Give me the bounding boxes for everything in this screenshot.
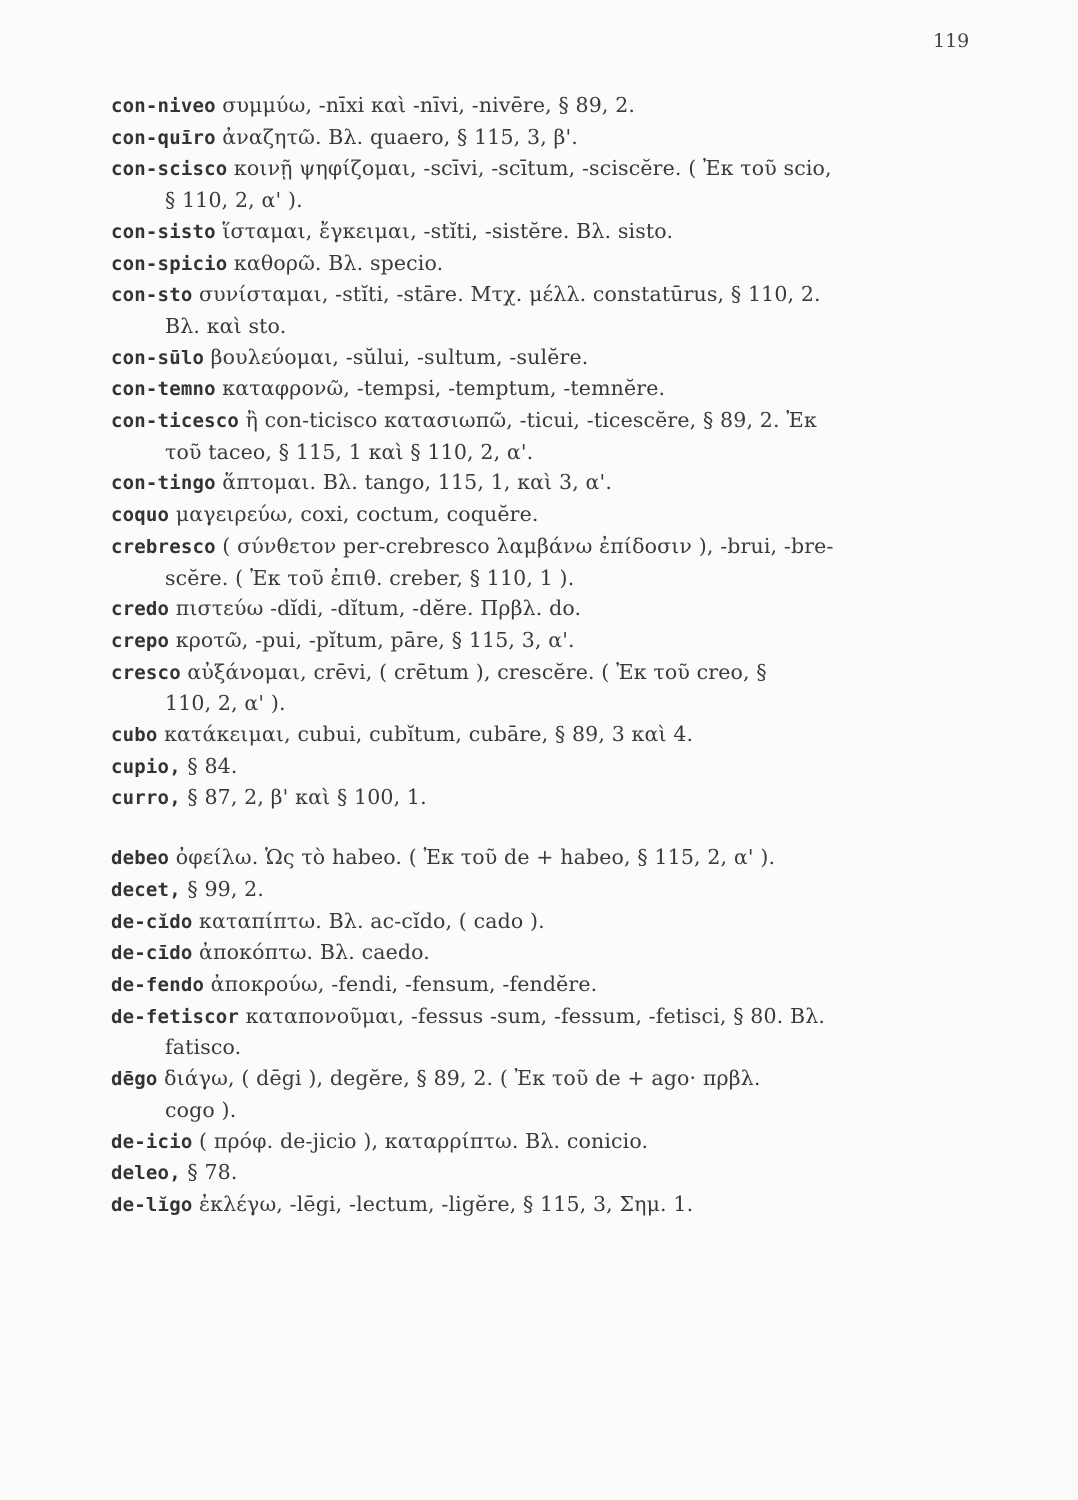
dictionary-entry [111, 719, 1001, 751]
dictionary-entry [111, 937, 1001, 969]
entry-text: κοινῇ ψηφίζομαι, -scīvi, -scītum, -sciscĕre. ( Ἐκ τοῦ scio, [233, 156, 832, 181]
entry-headword: crepo [111, 629, 170, 652]
entries-section-c [111, 90, 1001, 814]
entry-headword: de-cīdo [111, 942, 193, 965]
entry-headword: con-scisco [111, 158, 228, 181]
dictionary-entry [111, 153, 1001, 215]
entry-headword: con-tingo [111, 472, 216, 495]
entry-text: καταφρονῶ, -tempsi, -temptum, -temnĕre. [222, 376, 666, 401]
entry-text: διάγω, ( dēgi ), degĕre, § 89, 2. ( Ἐκ τοῦ de + ago· πρβλ. [164, 1066, 761, 1091]
dictionary-entry [111, 248, 1001, 280]
entry-text: ἅπτομαι. Βλ. tango, 115, 1, καὶ 3, α'. [222, 470, 613, 495]
entry-text: αὐξάνομαι, crēvi, ( crētum ), crescĕre. ( Ἐκ τοῦ creo, § [187, 659, 767, 684]
entry-text: συμμύω, -nīxi καὶ -nīvi, -nivēre, § 89, 2. [222, 93, 636, 117]
entry-text: ( πρόφ. de-jicio ), καταρρίπτω. Βλ. conicio. [199, 1128, 649, 1153]
dictionary-entry [111, 1001, 1001, 1063]
dictionary-entry [111, 1126, 1001, 1158]
entry-text: συνίσταμαι, -stĭti, -stāre. Μτχ. μέλλ. constatūrus, § 110, 2. [199, 282, 821, 307]
entry-headword: cubo [111, 724, 158, 747]
entry-text: ἀναζητῶ. Βλ. quaero, § 115, 3, β'. [222, 124, 578, 149]
entry-headword: de-fendo [111, 973, 205, 996]
entry-headword: de-cĭdo [111, 910, 193, 933]
entry-text: ἵσταμαι, ἔγκειμαι, -stĭti, -sistĕre. Βλ. sisto. [222, 218, 674, 243]
dictionary-entry [111, 405, 1001, 467]
entry-headword: de-lĭgo [111, 1193, 193, 1216]
dictionary-entry [111, 216, 1001, 248]
entry-headword: dēgo [111, 1068, 158, 1091]
entry-text: κροτῶ, -pui, -pĭtum, pāre, § 115, 3, α'. [175, 627, 575, 652]
entry-headword: de-icio [111, 1130, 193, 1153]
entry-headword: crebresco [111, 535, 216, 558]
entry-text: ἀποκόπτω. Βλ. caedo. [199, 940, 430, 965]
entry-text: κατάκειμαι, cubui, cubĭtum, cubāre, § 89, 3 καὶ 4. [164, 722, 694, 747]
entry-headword: con-temno [111, 378, 216, 401]
dictionary-entry [111, 499, 1001, 531]
dictionary-entry [111, 593, 1001, 625]
entry-headword: con-sto [111, 284, 193, 307]
entry-headword: con-sūlo [111, 346, 205, 369]
entry-text: ( σύνθετον per-crebresco λαμβάνω ἐπίδοσιν ), -brui, -bre- [222, 533, 834, 558]
entry-text: § 110, 2, α' ). [165, 188, 303, 213]
dictionary-entry [111, 531, 1001, 593]
entry-text: βουλεύομαι, -sŭlui, -sultum, -sulĕre. [210, 344, 589, 369]
entry-headword: cresco [111, 661, 181, 684]
entry-text: fatisco. [165, 1035, 242, 1060]
entry-text: τοῦ taceo, § 115, 1 καὶ § 110, 2, α'. [165, 439, 534, 464]
dictionary-entry [111, 373, 1001, 405]
entry-headword: curro, [111, 787, 181, 810]
entries-section-d [111, 842, 1001, 1220]
entry-text: ἢ con-ticisco κατασιωπῶ, -ticui, -ticescĕre, § 89, 2. Ἐκ [245, 408, 817, 433]
entry-text: § 78. [187, 1160, 238, 1185]
entry-text: ἀποκρούω, -fendi, -fensum, -fendĕre. [210, 971, 598, 996]
dictionary-entry [111, 874, 1001, 906]
entry-text: πιστεύω -dĭdi, -dĭtum, -dĕre. Πρβλ. do. [175, 596, 582, 621]
dictionary-entry [111, 90, 1001, 122]
entry-headword: cupio, [111, 755, 181, 778]
entry-text: scĕre. ( Ἐκ τοῦ ἐπιθ. creber, § 110, 1 ). [165, 565, 575, 590]
dictionary-entry [111, 279, 1001, 341]
entry-text: cogo ). [165, 1097, 237, 1122]
entry-text: καταπονοῦμαι, -fessus -sum, -fessum, -fetisci, § 80. Βλ. [245, 1003, 826, 1028]
dictionary-entry [111, 969, 1001, 1001]
entry-headword: con-quīro [111, 126, 216, 149]
entry-text: § 87, 2, β' καὶ § 100, 1. [187, 785, 427, 810]
entry-text: καταπίπτω. Βλ. ac-cĭdo, ( cado ). [199, 908, 545, 933]
dictionary-entry [111, 782, 1001, 814]
entry-headword: con-niveo [111, 95, 216, 117]
entry-text: μαγειρεύω, coxi, coctum, coquĕre. [175, 502, 539, 527]
entry-text: 110, 2, α' ). [165, 691, 286, 716]
dictionary-entry [111, 751, 1001, 783]
entry-text: § 84. [187, 753, 238, 778]
dictionary-entry [111, 625, 1001, 657]
entry-headword: deleo, [111, 1162, 181, 1185]
entry-headword: con-spicio [111, 252, 228, 275]
dictionary-entry [111, 1189, 1001, 1221]
dictionary-entry [111, 122, 1001, 154]
entry-text: καθορῶ. Βλ. specio. [233, 250, 444, 275]
entry-text: ὀφείλω. Ὡς τὸ habeo. ( Ἐκ τοῦ de + habeo, § 115, 2, α' ). [175, 845, 776, 870]
page-number: 119 [933, 30, 970, 52]
dictionary-entry [111, 657, 1001, 719]
dictionary-entry [111, 467, 1001, 499]
dictionary-entry [111, 906, 1001, 938]
dictionary-entry [111, 842, 1001, 874]
entry-headword: coquo [111, 504, 170, 527]
entry-text: ἐκλέγω, -lēgi, -lectum, -ligĕre, § 115, 3, Σημ. 1. [199, 1191, 694, 1216]
entry-headword: con-sisto [111, 220, 216, 243]
entry-headword: credo [111, 598, 170, 621]
entry-headword: debeo [111, 847, 170, 870]
dictionary-entry [111, 1063, 1001, 1125]
entry-text: Βλ. καὶ sto. [165, 313, 287, 338]
entry-headword: de-fetiscor [111, 1005, 240, 1028]
entry-text: § 99, 2. [187, 876, 265, 901]
entry-headword: con-ticesco [111, 410, 240, 433]
dictionary-entries [111, 90, 1001, 1221]
entry-headword: decet, [111, 878, 181, 901]
dictionary-entry [111, 342, 1001, 374]
section-gap [111, 814, 1001, 842]
dictionary-entry [111, 1157, 1001, 1189]
